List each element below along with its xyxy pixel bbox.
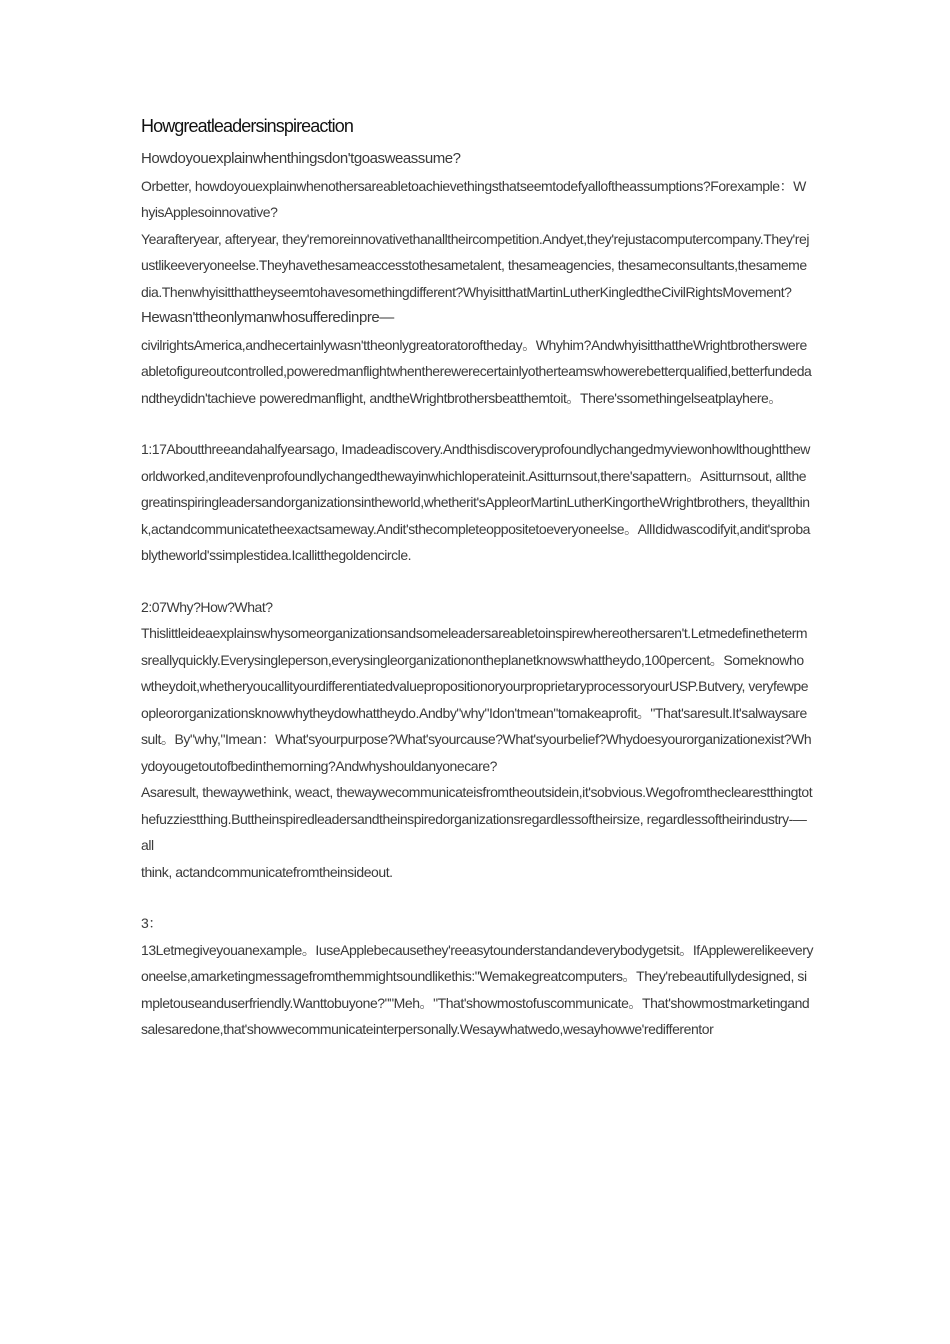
paragraph-gap (141, 569, 813, 594)
paragraph-timestamp-3: 3： (141, 915, 162, 931)
paragraph-gap (141, 411, 813, 436)
paragraph-apple-example: 13Letmegiveyouanexample。IuseApplebecausethey'reeasytounderstandandeverybodygetsit。IfApplewerelikeeveryoneelse,amarketingmessagefromthemmightsoundlikethis:"Wemakegreatcomputers。They'rebeautifullydesigned, simpletouseanduserfriendly.Wanttobuyone?""Meh。"That'showmostofuscommunicate。That'showmostmarketingandsalesaredone,that'showwecommunicateinterpersonally.Wesaywhatwedo,wesayhowwe'redifferentor (141, 941, 813, 1037)
paragraph-intro-followup: Orbetter, howdoyouexplainwhenothersareabletoachievethingsthatseemtodefyalloftheassumptions?Forexample：WhyisApplesoinnovative? (141, 177, 806, 220)
paragraph-why-how-what-heading: 2:07Why?How?What? (141, 598, 273, 615)
document-title: Howgreatleadersinspireaction (141, 116, 353, 136)
paragraph-inside-out: think, actandcommunicatefromtheinsideout. (141, 863, 393, 880)
paragraph-golden-circle: 1:17Aboutthreeandahalfyearsago, Imadeadiscovery.Andthisdiscoveryprofoundlychangedmyviewonhowlthoughttheworldworked,anditevenprofoundlychangedthewayinwhichloperateinit.Asitturnsout,there'sapattern。Asitturnsout, allthegreatinspiringleadersandorganizationsintheworld,whetherit'sAppleorMartinLutherKingortheWrightbrothers, theyallthink,actandcommunicatetheexactsameway.Andit'sthecompleteoppositetoeveryoneelse。AllIdidwascodifyit,andit'sprobablytheworld'ssimplestidea.Icallitthegoldencircle. (141, 441, 810, 563)
paragraph-wright-brothers: civilrightsAmerica,andhecertainlywasn'ttheonlygreatoratoroftheday。Whyhim?AndwhyisitthattheWrightbrotherswereabletofigureoutcontrolled,poweredmanflightwhentherewerecertainlyotherteamswhowerebetterqualified,betterfundedandtheydidn'tachieve poweredmanflight, andtheWrightbrothersbeatthemtoit。There'ssomethingelseatplayhere。 (141, 336, 812, 406)
paragraph-why-explanation: Thislittleideaexplainswhysomeorganizationsandsomeleadersareabletoinspirewhereothersaren't.Letmedefinethetermsreallyquickly.Everysingleperson,everysingleorganizationontheplanetknowswhattheydo,100percent。Someknowhowtheydoit,whetheryoucallityourdifferentiatedvaluepropositionoryourproprietaryprocessoryourUSP.Butvery, veryfewpeopleororganizationsknowwhytheydowhattheydo.Andby"why"Idon'tmean"tomakeaprofit。"That'saresult.It'salwaysaresult。By"why,"Imean：What'syourpurpose?What'syourcause?What'syourbelief?Whydoesyourorganizationexist?Whydoyougetoutofbedinthemorning?Andwhyshouldanyonecare? (141, 625, 812, 774)
paragraph-mlk-intro: Hewasn'ttheonlymanwhosufferedinpre— (141, 309, 394, 326)
paragraph-outside-in: Asaresult, thewaywethink, weact, thewaywecommunicateisfromtheoutsidein,it'sobvious.Wegofromtheclearestthingtothefuzziestthing.Buttheinspiredleadersandtheinspiredorganizationsregardlessoftheirsize, regardlessoftheirindustry-—all (141, 784, 813, 853)
document-page (141, 112, 813, 1043)
paragraph-apple-innovation: Yearafteryear, afteryear, they'remoreinnovativethanalltheircompetition.Andyet,they'rejustacomputercompany.They'rejustlikeeveryoneelse.Theyhavethesameaccesstothesametalent, thesameagencies, thesameconsultants,thesamemedia.Thenwhyisitthattheyseemtohavesomethingdifferent?WhyisitthatMartinLutherKingledtheCivilRightsMovement? (141, 230, 809, 300)
paragraph-gap (141, 885, 813, 910)
paragraph-intro-question: Howdoyouexplainwhenthingsdon'tgoasweassume? (141, 150, 461, 167)
